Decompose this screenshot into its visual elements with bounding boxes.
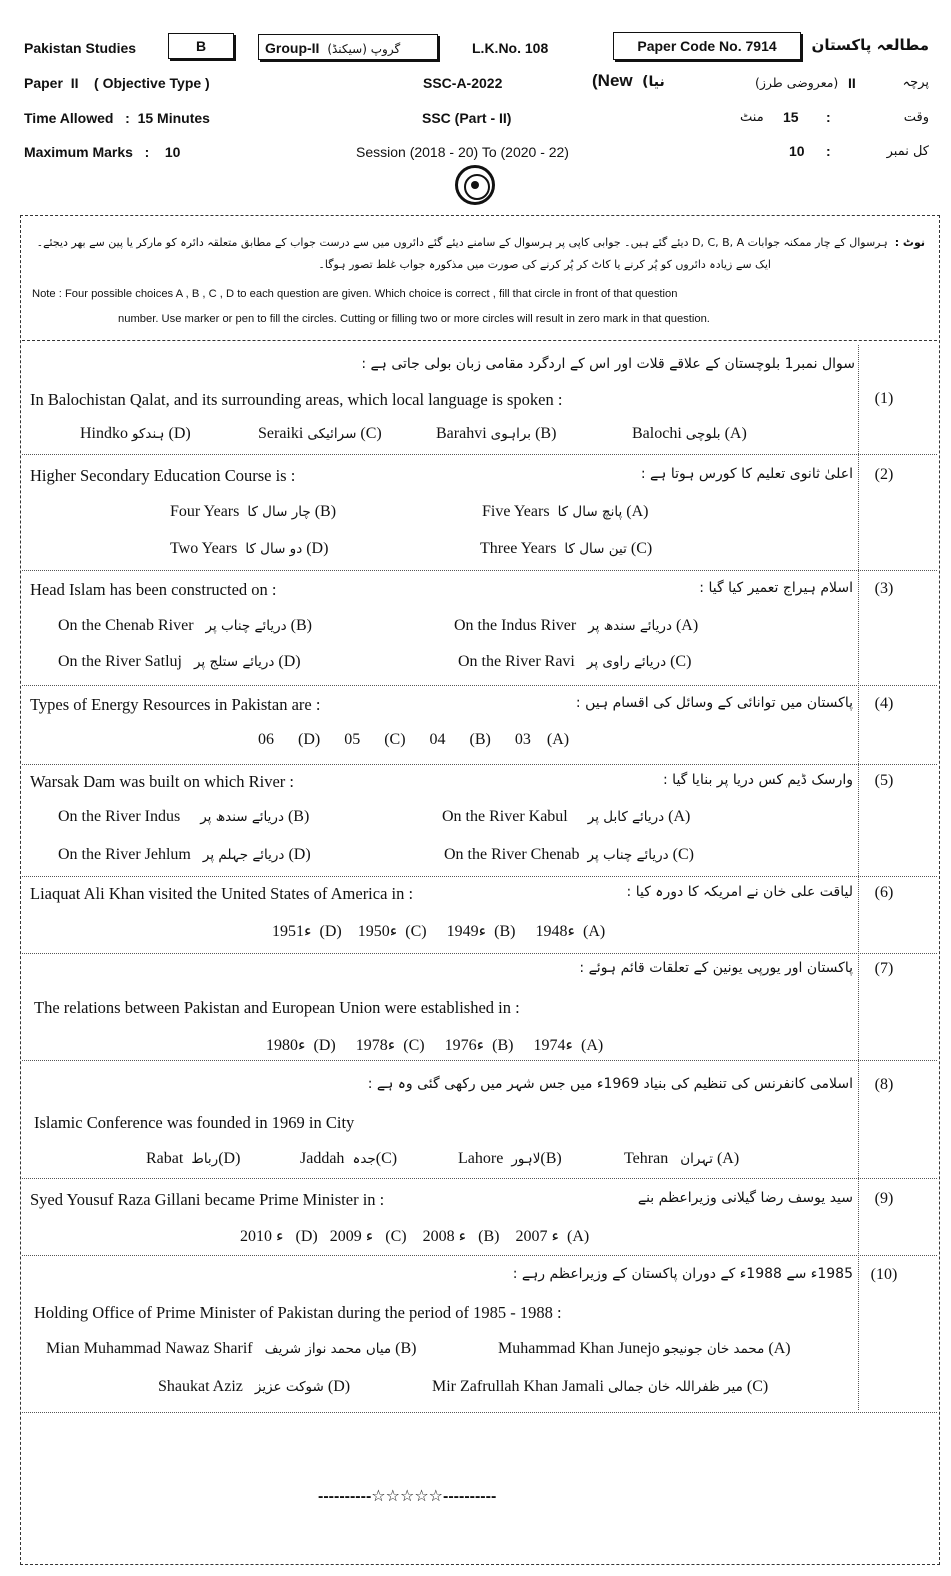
paper-type-ur: (معروضی طرز) bbox=[755, 75, 839, 90]
question-5-en: Warsak Dam was built on which River : bbox=[30, 772, 294, 791]
question-2-ur: اعلیٰ ثانوی تعلیم کا کورس ہوتا ہے : bbox=[640, 466, 853, 482]
q4-options: 06 (D) 05 (C) 04 (B) 03 (A) bbox=[258, 731, 570, 748]
question-1-number: (1) bbox=[874, 390, 894, 407]
q1-option-c: Seraiki سرائیکی (C) bbox=[258, 425, 382, 442]
divider-q4 bbox=[22, 764, 937, 765]
q2-option-d: Two Years دو سال کا (D) bbox=[170, 540, 329, 557]
time-num-ur: 15 bbox=[783, 109, 799, 125]
divider-q7 bbox=[22, 1060, 937, 1061]
q2-option-b: Four Years چار سال کا (B) bbox=[170, 503, 337, 520]
q6-options: 1951ء (D) 1950ء (C) 1949ء (B) 1948ء (A) bbox=[272, 923, 606, 940]
q3-option-b: On the Chenab River دریائے چناب پر (B) bbox=[58, 617, 312, 634]
new-badge: (New نیا) bbox=[592, 71, 665, 90]
q1-option-b: Barahvi براہوی (B) bbox=[436, 425, 557, 442]
time-allowed: Time Allowed : 15 Minutes bbox=[24, 110, 210, 126]
question-4-ur: پاکستان میں توانائی کے وسائل کی اقسام ہیں : bbox=[575, 695, 853, 711]
time-unit-ur: منٹ bbox=[740, 110, 764, 125]
q7-options: 1980ء (D) 1978ء (C) 1976ء (B) 1974ء (A) bbox=[266, 1037, 604, 1054]
q5-option-c: On the River Chenab دریائے چناب پر (C) bbox=[444, 846, 694, 863]
note-divider bbox=[22, 340, 937, 341]
divider-q3 bbox=[22, 685, 937, 686]
divider-q8 bbox=[22, 1178, 937, 1179]
question-10-ur: 1985ء سے 1988ء کے دوران پاکستان کے وزیراعظم رہے : bbox=[512, 1266, 853, 1282]
q8-option-a: Tehran تہران (A) bbox=[624, 1150, 740, 1167]
question-8-ur: اسلامی کانفرنس کی تنظیم کی بنیاد 1969ء میں جس شہر میں رکھی گئی وہ ہے : bbox=[367, 1076, 853, 1092]
note-en-line1: Note : Four possible choices A , B , C , D to each question are given. Which choice is correct , fill that circle in front of that question bbox=[32, 288, 678, 300]
time-label-ur: وقت bbox=[903, 110, 929, 125]
question-8-en: Islamic Conference was founded in 1969 in City bbox=[34, 1113, 355, 1132]
exam-name: SSC-A-2022 bbox=[423, 75, 503, 91]
lk-number: L.K.No. 108 bbox=[472, 40, 549, 56]
footer-stars: ----------☆☆☆☆☆---------- bbox=[318, 1488, 497, 1505]
question-6-number: (6) bbox=[874, 884, 894, 901]
q2-option-c: Three Years تین سال کا (C) bbox=[480, 540, 653, 557]
divider-q1 bbox=[22, 454, 937, 455]
q10-option-c: Mir Zafrullah Khan Jamali میر ظفراللہ خان جمالی (C) bbox=[432, 1378, 769, 1395]
note-ur-line1: نوٹ : ہرسوال کے چار ممکنہ جوابات D, C, B, A دیئے گئے ہیں۔ جوابی کاپی پر ہرسوال کے سامنے دیئے گئے دائروں میں سے درست جواب کے مطابق متعلقہ دائرہ کو مارکر یا پین سے بھر دیجئے۔ bbox=[36, 236, 925, 249]
marks-label-ur: کل نمبر bbox=[886, 144, 929, 159]
question-9-en: Syed Yousuf Raza Gillani became Prime Minister in : bbox=[30, 1190, 385, 1209]
version-box: B bbox=[168, 33, 234, 59]
q5-option-b: On the River Indus دریائے سندھ پر (B) bbox=[58, 808, 310, 825]
subject-en: Pakistan Studies bbox=[24, 40, 137, 56]
question-5-number: (5) bbox=[874, 772, 894, 789]
question-4-number: (4) bbox=[874, 695, 894, 712]
question-3-ur: اسلام ہیراج تعمیر کیا گیا : bbox=[699, 580, 853, 596]
divider-q6 bbox=[22, 953, 937, 954]
question-10-en: Holding Office of Prime Minister of Pakistan during the period of 1985 - 1988 : bbox=[34, 1303, 562, 1322]
group-box bbox=[258, 34, 438, 60]
divider-q2 bbox=[22, 570, 937, 571]
q3-option-d: On the River Satluj دریائے ستلج پر (D) bbox=[58, 653, 301, 670]
q8-option-b: Lahore لاہور(B) bbox=[458, 1150, 562, 1167]
question-1-en: In Balochistan Qalat, and its surrounding areas, which local language is spoken : bbox=[30, 390, 563, 409]
subject-ur: مطالعہ پاکستان bbox=[811, 36, 929, 54]
q10-option-a: Muhammad Khan Junejo محمد خان جونیجو (A) bbox=[498, 1340, 791, 1357]
question-7-en: The relations between Pakistan and European Union were established in : bbox=[34, 998, 520, 1017]
question-5-ur: وارسک ڈیم کس دریا پر بنایا گیا : bbox=[663, 772, 853, 788]
divider-q10 bbox=[22, 1412, 937, 1413]
question-10-number: (10) bbox=[870, 1266, 898, 1283]
question-7-ur: پاکستان اور یورپی یونین کے تعلقات قائم ہوئے : bbox=[579, 960, 853, 976]
q10-option-d: Shaukat Aziz شوکت عزیز (D) bbox=[158, 1378, 351, 1395]
question-6-ur: لیاقت علی خان نے امریکہ کا دورہ کیا : bbox=[626, 884, 853, 900]
q3-option-a: On the Indus River دریائے سندھ پر (A) bbox=[454, 617, 699, 634]
number-column-divider bbox=[858, 345, 859, 1410]
question-3-number: (3) bbox=[874, 580, 894, 597]
q3-option-c: On the River Ravi دریائے راوی پر (C) bbox=[458, 653, 692, 670]
q1-option-d: Hindko ہندکو (D) bbox=[80, 425, 191, 442]
divider-q9 bbox=[22, 1255, 937, 1256]
q5-option-a: On the River Kabul دریائے کابل پر (A) bbox=[442, 808, 691, 825]
class-label: SSC (Part - II) bbox=[422, 110, 512, 126]
group-en: Group-II bbox=[265, 40, 320, 56]
q1-option-a: Balochi بلوچی (A) bbox=[632, 425, 747, 442]
paper-num-ur: II bbox=[848, 75, 856, 91]
divider-q5 bbox=[22, 876, 937, 877]
q2-option-a: Five Years پانچ سال کا (A) bbox=[482, 503, 649, 520]
board-seal-icon bbox=[455, 165, 495, 205]
marks-value-ur: 10 bbox=[789, 143, 805, 159]
q9-options: 2010 ء (D) 2009 ء (C) 2008 ء (B) 2007 ء (A) bbox=[240, 1228, 590, 1245]
q8-option-c: Jaddah جدہ(C) bbox=[300, 1150, 398, 1167]
time-colon-ur: : bbox=[826, 109, 831, 125]
question-1-ur: سوال نمبر1 بلوچستان کے علاقے قلات اور اس کے اردگرد مقامی زبان بولی جاتی ہے : bbox=[361, 356, 855, 372]
q8-option-d: Rabat رباط(D) bbox=[146, 1150, 241, 1167]
note-ur-line2: ایک سے زیادہ دائروں کو پُر کرنے یا کاٹ کر پُر کرنے کی صورت میں مذکورہ جواب غلط تصور ہوگا۔ bbox=[318, 258, 771, 271]
maximum-marks: Maximum Marks : 10 bbox=[24, 144, 181, 160]
paper-label: Paper II ( Objective Type ) bbox=[24, 75, 210, 91]
note-en-line2: number. Use marker or pen to fill the circles. Cutting or filling two or more circles will result in zero mark in that question. bbox=[118, 313, 710, 325]
question-3-en: Head Islam has been constructed on : bbox=[30, 580, 277, 599]
question-2-number: (2) bbox=[874, 466, 894, 483]
group-ur: گروپ (سیکنڈ) bbox=[327, 42, 401, 56]
question-8-number: (8) bbox=[874, 1076, 894, 1093]
q5-option-d: On the River Jehlum دریائے جہلم پر (D) bbox=[58, 846, 311, 863]
question-2-en: Higher Secondary Education Course is : bbox=[30, 466, 296, 485]
q10-option-b: Mian Muhammad Nawaz Sharif میاں محمد نواز شریف (B) bbox=[46, 1340, 417, 1357]
paper-label-ur: پرچہ bbox=[902, 75, 929, 90]
question-7-number: (7) bbox=[874, 960, 894, 977]
paper-code-box: Paper Code No. 7914 bbox=[613, 32, 801, 60]
question-9-number: (9) bbox=[874, 1190, 894, 1207]
question-6-en: Liaquat Ali Khan visited the United States of America in : bbox=[30, 884, 414, 903]
question-4-en: Types of Energy Resources in Pakistan are : bbox=[30, 695, 321, 714]
question-9-ur: سید یوسف رضا گیلانی وزیراعظم بنے bbox=[637, 1190, 853, 1206]
session-label: Session (2018 - 20) To (2020 - 22) bbox=[356, 144, 569, 160]
marks-colon-ur: : bbox=[826, 143, 831, 159]
